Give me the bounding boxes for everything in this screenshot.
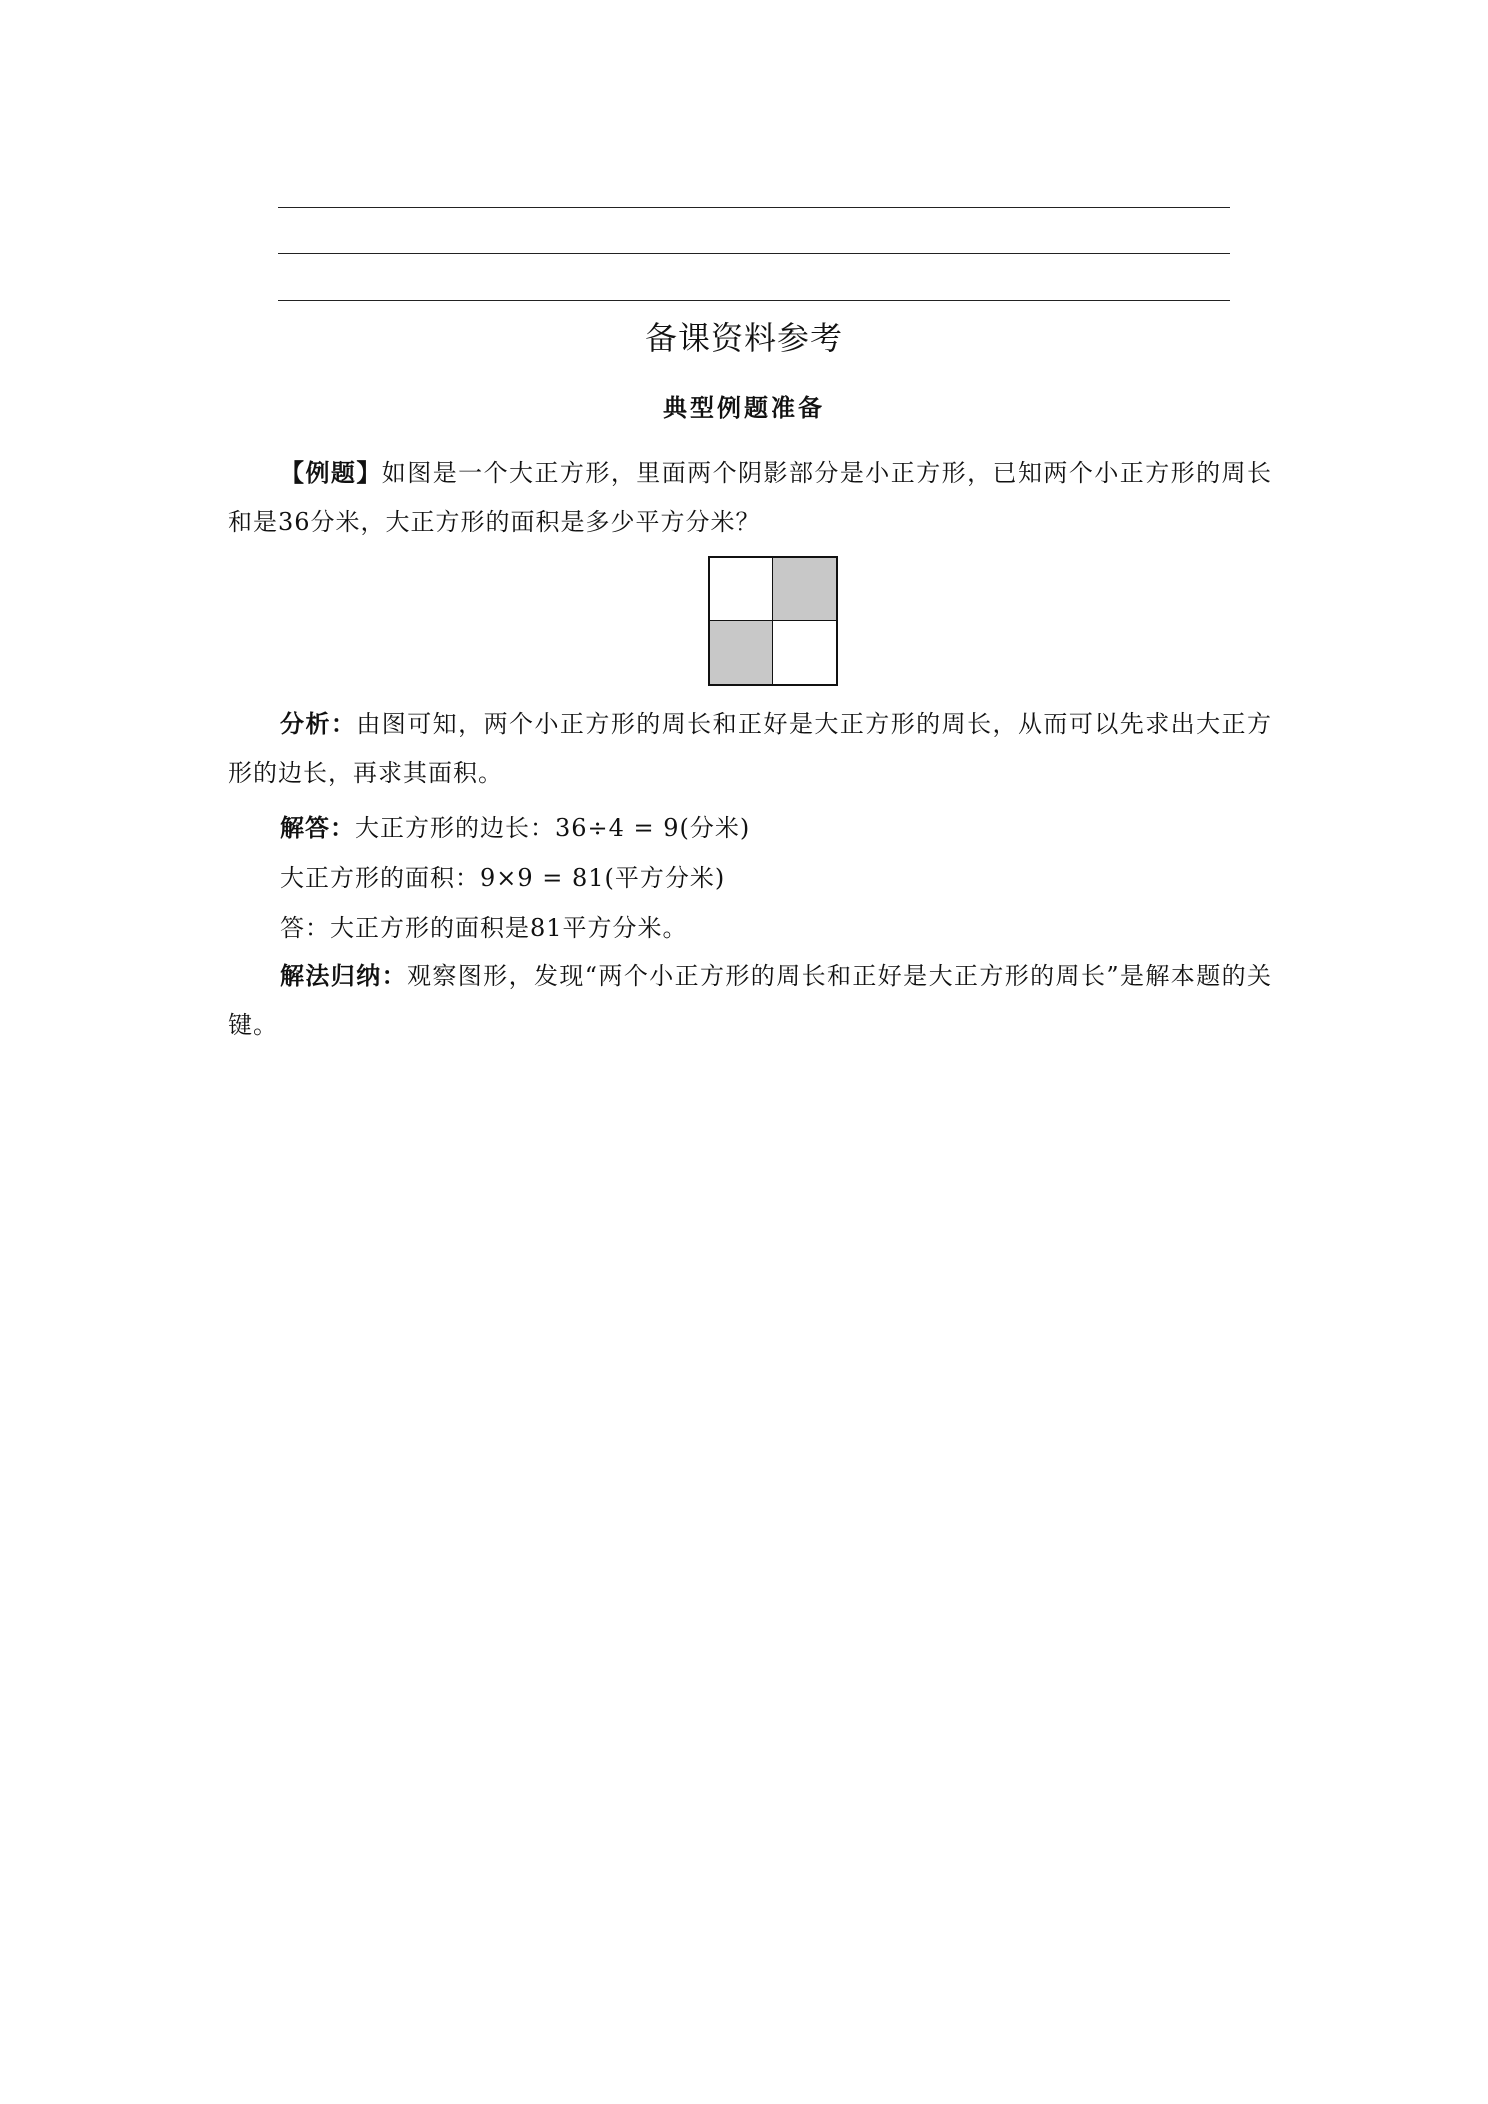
- example-text: 如图是一个大正方形，里面两个阴影部分是小正方形，已知两个小正方形的周长和是36分米，大正方形的面积是多少平方分米？: [228, 459, 1273, 536]
- figure-cell-top-right-shaded: [773, 558, 836, 621]
- solution-line-1: [280, 812, 750, 844]
- square-figure: [708, 556, 838, 686]
- solution-side-length: 大正方形的边长：36÷4 = 9(分米): [355, 814, 751, 842]
- section-subtitle: 典型例题准备: [663, 394, 825, 422]
- example-paragraph: [228, 449, 1272, 547]
- solution-answer: 答：大正方形的面积是81平方分米。: [280, 914, 688, 942]
- solution-area: 大正方形的面积：9×9 = 81(平方分米): [280, 864, 726, 892]
- solution-line-2: [280, 862, 725, 894]
- summary-paragraph: [228, 952, 1272, 1050]
- analysis-label: 分析：: [280, 710, 357, 738]
- summary-label: 解法归纳：: [280, 962, 407, 990]
- summary-text: 观察图形，发现“两个小正方形的周长和正好是大正方形的周长”是解本题的关键。: [228, 962, 1272, 1039]
- blank-line-3: [278, 300, 1230, 301]
- figure-cell-bottom-right: [773, 621, 836, 684]
- analysis-text: 由图可知，两个小正方形的周长和正好是大正方形的周长，从而可以先求出大正方形的边长，再求其面积。: [228, 710, 1272, 787]
- blank-line-2: [278, 253, 1230, 254]
- solution-line-3: [280, 912, 688, 944]
- figure-cell-bottom-left-shaded: [710, 621, 773, 684]
- page-title: 备课资料参考: [644, 319, 843, 357]
- example-label: 【例题】: [280, 459, 382, 487]
- figure-cell-top-left: [710, 558, 773, 621]
- solution-label: 解答：: [280, 814, 355, 842]
- blank-line-1: [278, 207, 1230, 208]
- analysis-paragraph: [228, 700, 1272, 798]
